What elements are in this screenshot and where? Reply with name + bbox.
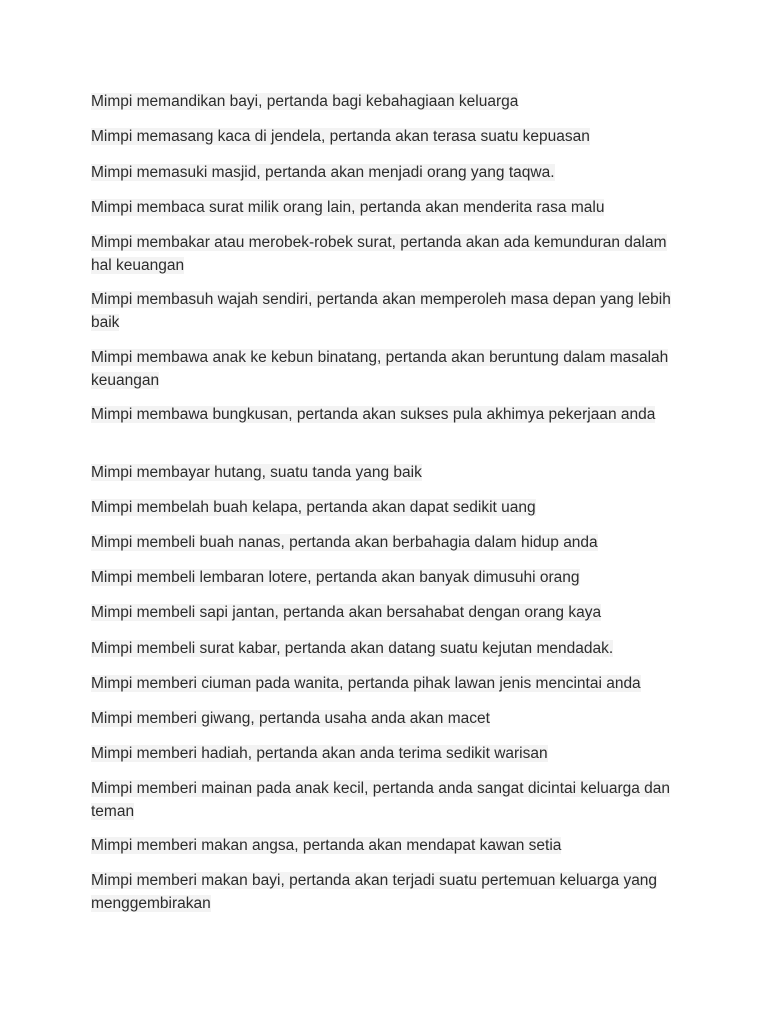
dream-entry-1: Mimpi memandikan bayi, pertanda bagi kebahagiaan keluarga <box>91 93 519 110</box>
dream-entry-13: Mimpi membeli sapi jantan, pertanda akan bersahabat dengan orang kaya <box>91 604 602 621</box>
dream-entry-6: Mimpi membasuh wajah sendiri, pertanda akan memperoleh masa depan yang lebih baik <box>91 291 671 331</box>
dream-entry-20: Mimpi memberi makan bayi, pertanda akan terjadi suatu pertemuan keluarga yang menggembirakan <box>91 872 658 912</box>
dream-entry-12: Mimpi membeli lembaran lotere, pertanda akan banyak dimusuhi orang <box>91 569 580 586</box>
dream-entry-9: Mimpi membayar hutang, suatu tanda yang baik <box>91 464 422 481</box>
dream-entry-19: Mimpi memberi makan angsa, pertanda akan mendapat kawan setia <box>91 837 562 854</box>
dream-entry-18: Mimpi memberi mainan pada anak kecil, pertanda anda sangat dicintai keluarga dan teman <box>91 780 671 820</box>
dream-entry-15: Mimpi memberi ciuman pada wanita, pertanda pihak lawan jenis mencintai anda <box>91 675 641 692</box>
dream-entry-4: Mimpi membaca surat milik orang lain, pertanda akan menderita rasa malu <box>91 199 605 216</box>
dream-entry-14: Mimpi membeli surat kabar, pertanda akan datang suatu kejutan mendadak. <box>91 640 614 657</box>
dream-entry-5: Mimpi membakar atau merobek-robek surat, pertanda akan ada kemunduran dalam hal keuangan <box>91 234 667 274</box>
dream-entry-3: Mimpi memasuki masjid, pertanda akan menjadi orang yang taqwa. <box>91 164 555 181</box>
dream-entry-17: Mimpi memberi hadiah, pertanda akan anda terima sedikit warisan <box>91 745 548 762</box>
dream-entry-10: Mimpi membelah buah kelapa, pertanda akan dapat sedikit uang <box>91 499 536 516</box>
dream-entry-16: Mimpi memberi giwang, pertanda usaha anda akan macet <box>91 710 490 727</box>
dream-entry-2: Mimpi memasang kaca di jendela, pertanda akan terasa suatu kepuasan <box>91 128 590 145</box>
dream-entry-11: Mimpi membeli buah nanas, pertanda akan berbahagia dalam hidup anda <box>91 534 598 551</box>
dream-entry-8: Mimpi membawa bungkusan, pertanda akan sukses pula akhimya pekerjaan anda <box>91 406 656 423</box>
dream-entry-7: Mimpi membawa anak ke kebun binatang, pertanda akan beruntung dalam masalah keuangan <box>91 349 669 389</box>
